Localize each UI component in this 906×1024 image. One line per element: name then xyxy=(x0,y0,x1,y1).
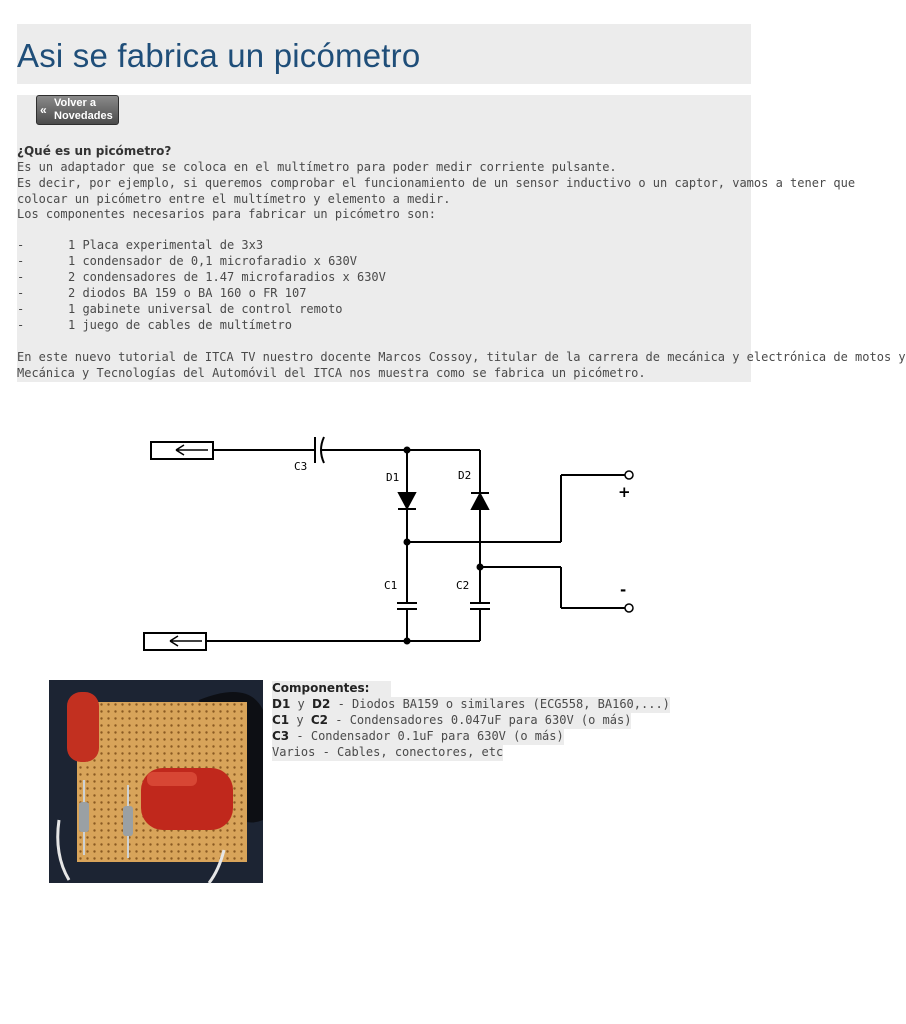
picometer-circuit-diagram xyxy=(140,425,640,655)
list-item: 2 diodos BA 159 o BA 160 o FR 107 xyxy=(68,286,307,300)
c3-text: - Condensador 0.1uF para 630V (o más) xyxy=(296,729,564,743)
picometer-photo xyxy=(49,680,263,883)
list-item: 1 condensador de 0,1 microfaradio x 630V xyxy=(68,254,357,268)
capacitors-text: - Condensadores 0.047uF para 630V (o más) xyxy=(335,713,632,727)
c3-label: C3 xyxy=(294,460,308,473)
double-chevron-left-icon: « xyxy=(40,103,47,117)
list-item: 1 Placa experimental de 3x3 xyxy=(68,238,264,252)
d1-ref: D1 xyxy=(272,697,291,711)
c2-ref: C2 xyxy=(310,713,329,727)
list-bullet: - xyxy=(17,238,25,252)
c1-ref: C1 xyxy=(272,713,290,727)
minus-terminal-label: - xyxy=(620,581,627,599)
list-item: 2 condensadores de 1.47 microfaradios x 630V xyxy=(68,270,386,284)
plus-terminal-label: + xyxy=(618,483,631,501)
list-item: 1 gabinete universal de control remoto xyxy=(68,302,343,316)
page-title: Asi se fabrica un picómetro xyxy=(17,37,421,74)
d1-label: D1 xyxy=(386,471,400,484)
list-item: 1 juego de cables de multímetro xyxy=(68,318,292,332)
intro-line: Los componentes necesarios para fabricar un picómetro son: xyxy=(17,207,437,221)
c3-ref: C3 xyxy=(272,729,290,743)
list-bullet: - xyxy=(17,286,25,300)
outro-line: Mecánica y Tecnologías del Automóvil del ITCA nos muestra como se fabrica un picómetro. xyxy=(17,366,646,380)
components-heading: Componentes: xyxy=(272,681,370,695)
outro-line: En este nuevo tutorial de ITCA TV nuestro docente Marcos Cossoy, titular de la carrera de mecánica y electrónica de motos y xyxy=(17,350,906,364)
d-join: y xyxy=(297,697,305,711)
list-bullet: - xyxy=(17,302,25,316)
list-bullet: - xyxy=(17,254,25,268)
back-to-news-button[interactable] xyxy=(36,95,119,125)
content-panel xyxy=(17,95,906,382)
c1-label: C1 xyxy=(384,579,398,592)
list-bullet: - xyxy=(17,270,25,284)
intro-line: colocar un picómetro entre el multímetro y elemento a medir. xyxy=(17,192,451,206)
title-bar xyxy=(17,24,751,84)
list-bullet: - xyxy=(17,318,25,332)
intro-heading: ¿Qué es un picómetro? xyxy=(17,144,172,158)
diodes-text: - Diodos BA159 o similares (ECG558, BA160,...) xyxy=(337,697,670,711)
c-join: y xyxy=(296,713,304,727)
misc-text: Varios - Cables, conectores, etc xyxy=(272,745,504,759)
intro-line: Es decir, por ejemplo, si queremos comprobar el funcionamiento de un sensor inductivo o un captor, vamos a tener que xyxy=(17,176,856,190)
d2-label: D2 xyxy=(458,469,472,482)
d2-ref: D2 xyxy=(312,697,331,711)
c2-label: C2 xyxy=(456,579,470,592)
intro-line: Es un adaptador que se coloca en el multímetro para poder medir corriente pulsante. xyxy=(17,160,617,174)
back-button-label: Volver a Novedades xyxy=(54,97,113,122)
